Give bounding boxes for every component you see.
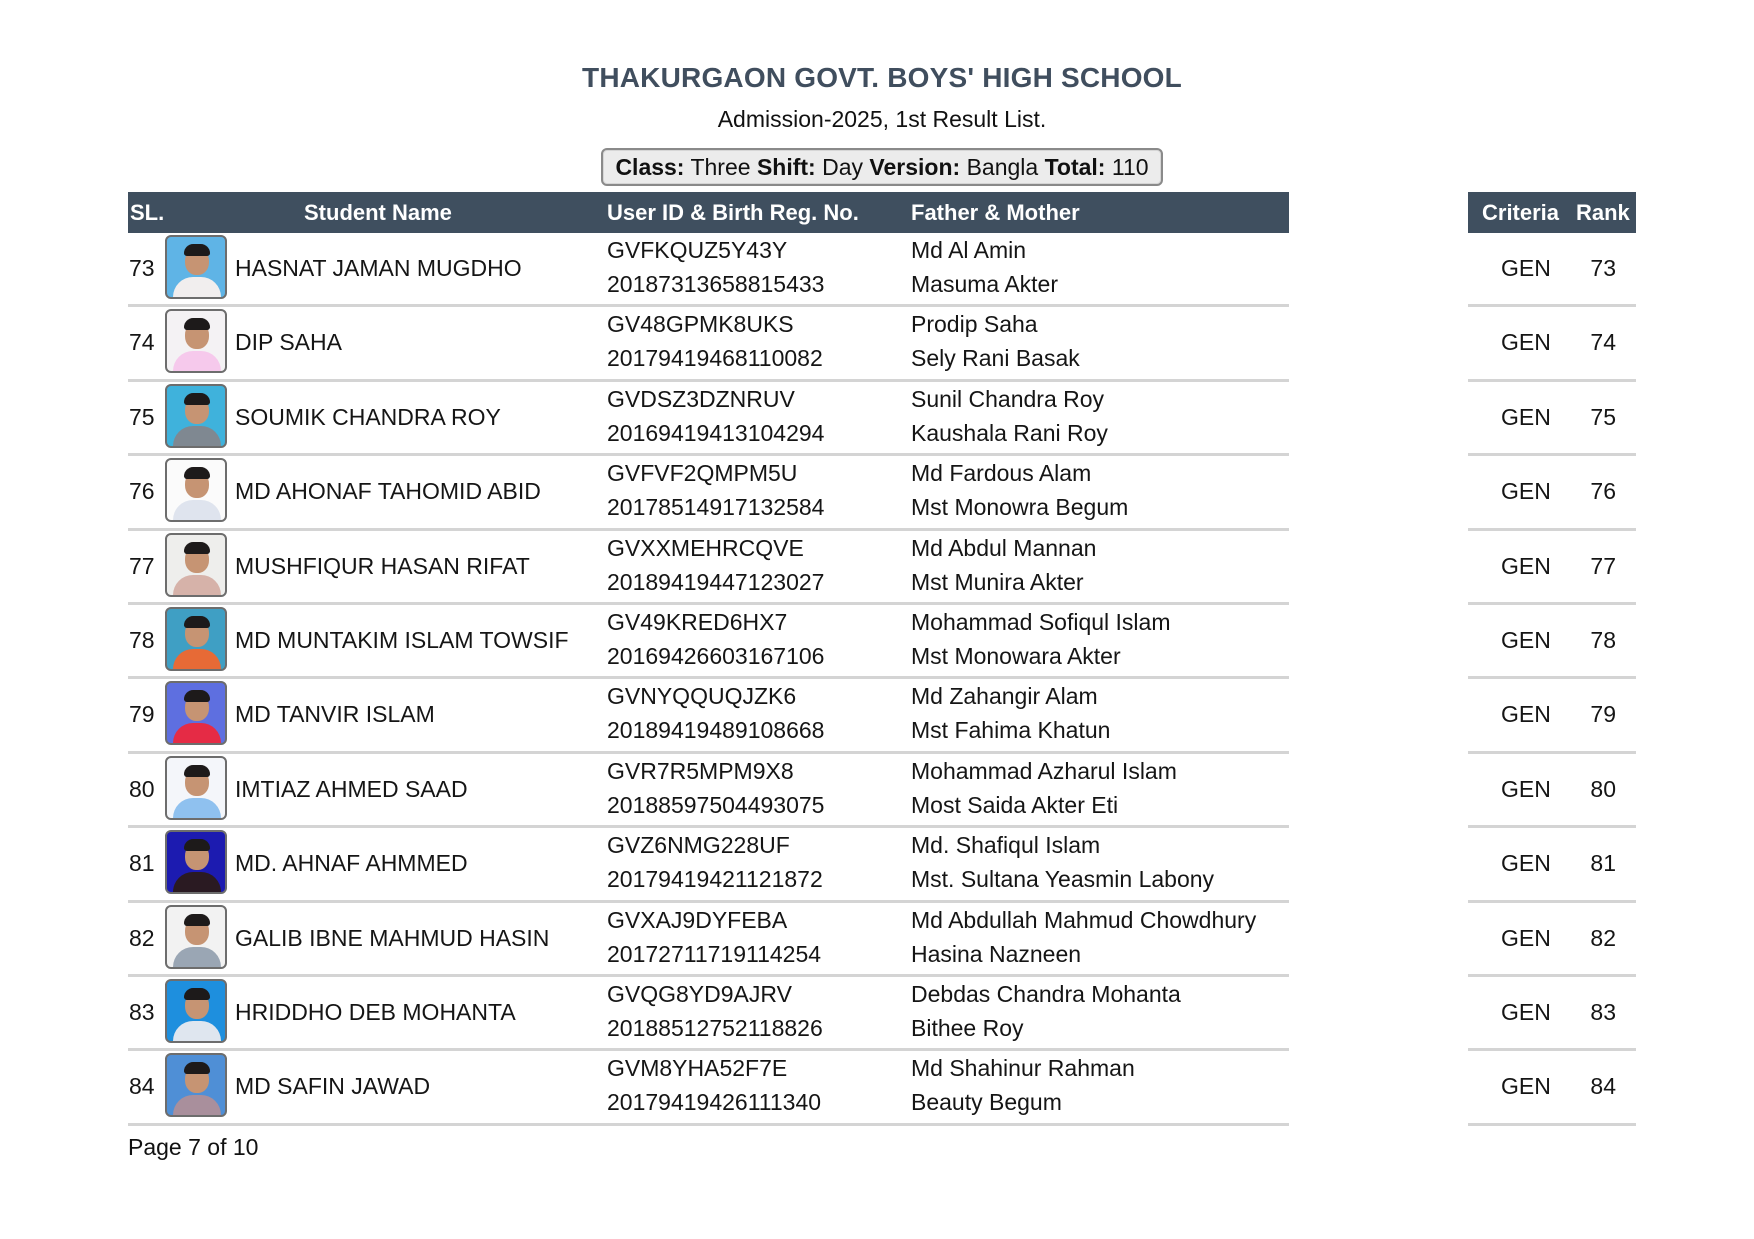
photo-shirt [173, 426, 221, 448]
table-row [0, 754, 1754, 828]
rank: 83 [1590, 999, 1616, 1025]
photo-shirt [173, 947, 221, 969]
version-value: Bangla [966, 154, 1039, 180]
mother-name: Masuma Akter [911, 271, 1058, 297]
student-name: SOUMIK CHANDRA ROY [235, 403, 501, 430]
photo-shirt [173, 872, 221, 894]
birth-reg-no: 20169426603167106 [607, 643, 825, 669]
criteria: GEN [1501, 775, 1551, 802]
mother-name: Mst Monowra Begum [911, 494, 1129, 521]
user-id: GVXAJ9DYFEBA [607, 906, 788, 933]
student-photo [165, 607, 227, 671]
serial-number: 75 [129, 403, 155, 430]
table-row [0, 456, 1754, 530]
serial-number: 74 [129, 329, 155, 356]
criteria: GEN [1501, 255, 1551, 281]
photo-hair [184, 988, 210, 1000]
father-name: Md Al Amin [911, 237, 1027, 263]
serial-number: 80 [129, 775, 155, 802]
mother-name: Hasina Nazneen [911, 940, 1082, 967]
photo-hair [184, 839, 210, 851]
column-header-parents: Father & Mother [911, 200, 1080, 225]
mother-name: Mst. Sultana Yeasmin Labony [911, 866, 1215, 893]
criteria: GEN [1501, 627, 1551, 653]
photo-hair [184, 690, 210, 702]
serial-number: 81 [129, 850, 155, 877]
total-value: 110 [1111, 154, 1149, 180]
father-name: Md Shahinur Rahman [911, 1055, 1135, 1082]
student-name: DIP SAHA [235, 329, 342, 356]
row-divider-side [1468, 1123, 1636, 1126]
mother-name: Mst Monowara Akter [911, 643, 1121, 669]
student-photo [165, 458, 227, 522]
mother-name: Mst Fahima Khatun [911, 717, 1111, 744]
table-row [0, 605, 1754, 679]
shift-label: Shift: [756, 154, 816, 180]
photo-shirt [173, 798, 221, 820]
rank: 84 [1590, 1073, 1616, 1100]
rank: 76 [1590, 478, 1616, 505]
result-list-subtitle: Admission-2025, 1st Result List. [717, 106, 1047, 132]
serial-number: 82 [129, 924, 155, 951]
photo-shirt [173, 1021, 221, 1043]
student-name: MD TANVIR ISLAM [235, 701, 435, 728]
birth-reg-no: 20178514917132584 [607, 494, 825, 521]
father-name: Md Abdul Mannan [911, 534, 1097, 561]
birth-reg-no: 20169419413104294 [607, 419, 825, 446]
mother-name: Beauty Begum [911, 1089, 1062, 1116]
table-row [0, 233, 1754, 307]
father-name: Mohammad Azharul Islam [911, 757, 1177, 784]
school-title: THAKURGAON GOVT. BOYS' HIGH SCHOOL [582, 62, 1182, 93]
table-row [0, 307, 1754, 381]
criteria: GEN [1501, 478, 1551, 505]
student-name: HRIDDHO DEB MOHANTA [235, 999, 516, 1025]
birth-reg-no: 20179419468110082 [607, 345, 823, 372]
photo-shirt [173, 500, 221, 522]
mother-name: Kaushala Rani Roy [911, 419, 1108, 446]
serial-number: 76 [129, 478, 155, 505]
serial-number: 84 [129, 1073, 155, 1100]
table-row [0, 977, 1754, 1051]
photo-shirt [173, 723, 221, 745]
rank: 79 [1590, 701, 1616, 728]
student-photo [165, 979, 227, 1043]
serial-number: 78 [129, 627, 155, 653]
shift-value: Day [822, 154, 864, 180]
photo-shirt [173, 351, 221, 373]
student-photo [165, 309, 227, 373]
total-label: Total: [1044, 154, 1106, 180]
user-id: GVQG8YD9AJRV [607, 981, 792, 1007]
criteria: GEN [1501, 1073, 1551, 1100]
photo-hair [184, 1062, 210, 1074]
student-name: MD SAFIN JAWAD [235, 1073, 431, 1100]
user-id: GVFKQUZ5Y43Y [607, 237, 788, 263]
criteria: GEN [1501, 924, 1551, 951]
table-row [0, 903, 1754, 977]
student-photo [165, 384, 227, 448]
class-value: Three [690, 154, 751, 180]
rank: 74 [1590, 329, 1616, 356]
photo-hair [184, 765, 210, 777]
photo-shirt [173, 575, 221, 597]
birth-reg-no: 20188597504493075 [607, 791, 825, 818]
criteria: GEN [1501, 403, 1551, 430]
table-row [0, 531, 1754, 605]
user-id: GVM8YHA52F7E [607, 1055, 788, 1082]
birth-reg-no: 20189419447123027 [607, 568, 825, 595]
rank: 80 [1590, 775, 1616, 802]
criteria: GEN [1501, 329, 1551, 356]
user-id: GV49KRED6HX7 [607, 609, 788, 635]
student-name: MD MUNTAKIM ISLAM TOWSIF [235, 627, 569, 653]
father-name: Md Zahangir Alam [911, 683, 1098, 710]
column-header-sl: SL. [130, 200, 165, 225]
student-photo [165, 533, 227, 597]
mother-name: Bithee Roy [911, 1015, 1024, 1041]
rank: 73 [1590, 255, 1616, 281]
birth-reg-no: 20179419426111340 [607, 1089, 822, 1116]
father-name: Md. Shafiqul Islam [911, 832, 1101, 859]
birth-reg-no: 20188512752118826 [607, 1015, 823, 1041]
student-photo [165, 1053, 227, 1117]
serial-number: 77 [129, 552, 155, 579]
student-photo [165, 830, 227, 894]
table-row [0, 1051, 1754, 1125]
table-row [0, 679, 1754, 753]
user-id: GVFVF2QMPM5U [607, 460, 798, 487]
student-name: MUSHFIQUR HASAN RIFAT [235, 552, 530, 579]
criteria: GEN [1501, 999, 1551, 1025]
birth-reg-no: 20172711719114254 [607, 940, 822, 967]
user-id: GV48GPMK8UKS [607, 311, 794, 338]
mother-name: Most Saida Akter Eti [911, 791, 1119, 818]
birth-reg-no: 20179419421121872 [607, 866, 823, 893]
student-name: GALIB IBNE MAHMUD HASIN [235, 924, 550, 951]
father-name: Debdas Chandra Mohanta [911, 981, 1181, 1007]
photo-hair [184, 244, 210, 256]
student-name: MD AHONAF TAHOMID ABID [235, 478, 541, 505]
user-id: GVR7R5MPM9X8 [607, 757, 794, 784]
mother-name: Mst Munira Akter [911, 568, 1084, 595]
serial-number: 79 [129, 701, 155, 728]
photo-hair [184, 914, 210, 926]
student-photo [165, 756, 227, 820]
photo-shirt [173, 277, 221, 299]
criteria: GEN [1501, 701, 1551, 728]
rank: 81 [1590, 850, 1616, 877]
user-id: GVXXMEHRCQVE [607, 534, 804, 561]
page-number: Page 7 of 10 [128, 1134, 259, 1160]
student-name: MD. AHNAF AHMMED [235, 850, 468, 877]
photo-hair [184, 318, 210, 330]
birth-reg-no: 20187313658815433 [607, 271, 825, 297]
column-header-user-id: User ID & Birth Reg. No. [607, 200, 859, 225]
serial-number: 83 [129, 999, 155, 1025]
student-name: IMTIAZ AHMED SAAD [235, 775, 468, 802]
column-header-student-name: Student Name [304, 200, 452, 225]
criteria: GEN [1501, 552, 1551, 579]
birth-reg-no: 20189419489108668 [607, 717, 825, 744]
student-name: HASNAT JAMAN MUGDHO [235, 255, 522, 281]
user-id: GVNYQQUQJZK6 [607, 683, 797, 710]
row-divider [128, 1123, 1289, 1126]
user-id: GVDSZ3DZNRUV [607, 385, 795, 412]
rank: 78 [1590, 627, 1616, 653]
student-photo [165, 905, 227, 969]
criteria: GEN [1501, 850, 1551, 877]
serial-number: 73 [129, 255, 155, 281]
photo-shirt [173, 1095, 221, 1117]
rank: 75 [1590, 403, 1616, 430]
table-row [0, 382, 1754, 456]
photo-hair [184, 542, 210, 554]
table-header [128, 192, 1289, 233]
class-info-box [601, 148, 1163, 186]
side-table-header [1468, 192, 1636, 233]
student-photo [165, 681, 227, 745]
father-name: Md Abdullah Mahmud Chowdhury [911, 906, 1257, 933]
user-id: GVZ6NMG228UF [607, 832, 790, 859]
mother-name: Sely Rani Basak [911, 345, 1080, 372]
column-header-rank: Rank [1576, 200, 1630, 225]
father-name: Prodip Saha [911, 311, 1038, 338]
photo-shirt [173, 649, 221, 671]
father-name: Sunil Chandra Roy [911, 385, 1105, 412]
father-name: Md Fardous Alam [911, 460, 1092, 487]
student-photo [165, 235, 227, 299]
photo-hair [184, 616, 210, 628]
class-label: Class: [615, 154, 685, 180]
father-name: Mohammad Sofiqul Islam [911, 609, 1171, 635]
rank: 82 [1590, 924, 1616, 951]
column-header-criteria: Criteria [1482, 200, 1560, 225]
photo-hair [184, 393, 210, 405]
table-row [0, 828, 1754, 902]
photo-hair [184, 467, 210, 479]
rank: 77 [1590, 552, 1616, 579]
version-label: Version: [869, 154, 961, 180]
